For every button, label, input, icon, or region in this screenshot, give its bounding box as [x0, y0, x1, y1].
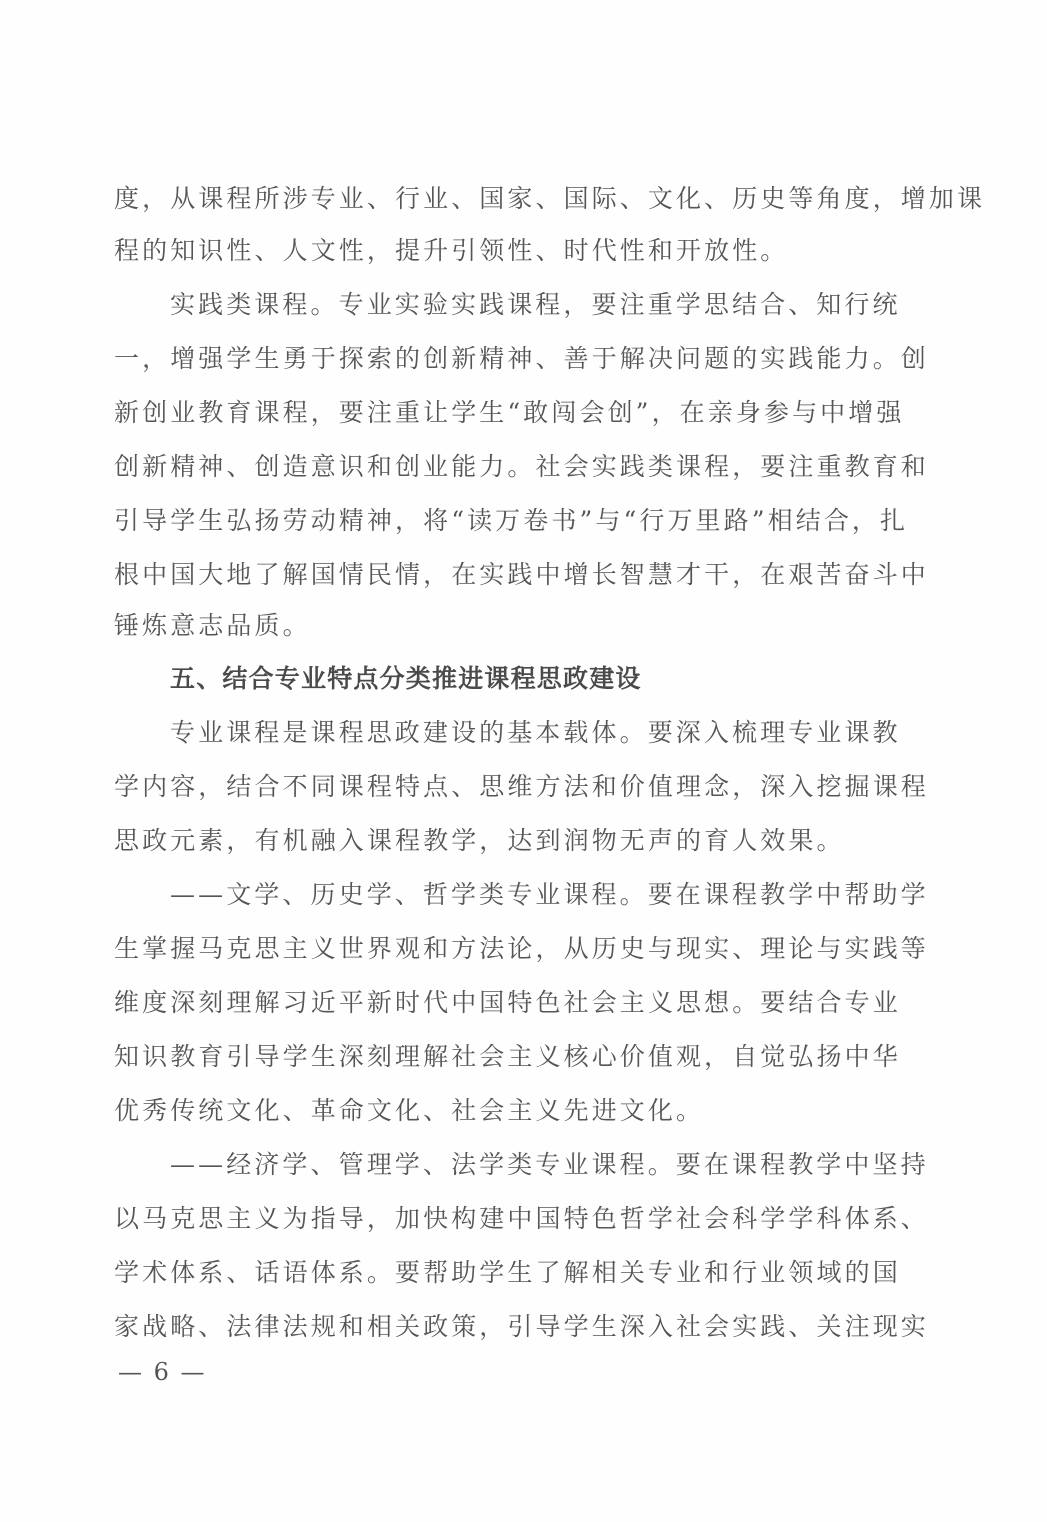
paragraph-line: 知识教育引导学生深刻理解社会主义核心价值观，自觉弘扬中华: [114, 1042, 901, 1071]
paragraph-line: 锤炼意志品质。: [114, 611, 311, 640]
paragraph-line: 生掌握马克思主义世界观和方法论，从历史与现实、理论与实践等: [114, 934, 929, 963]
paragraph-line: 实践类课程。专业实验实践课程，要注重学思结合、知行统: [170, 290, 901, 319]
section-heading: 五、结合专业特点分类推进课程思政建设: [170, 664, 642, 693]
paragraph-line: 根中国大地了解国情民情，在实践中增长智慧才干，在艰苦奋斗中: [114, 560, 929, 589]
paragraph-line: 学术体系、话语体系。要帮助学生了解相关专业和行业领域的国: [114, 1258, 901, 1287]
paragraph-line: 家战略、法律法规和相关政策，引导学生深入社会实践、关注现实: [114, 1312, 929, 1341]
paragraph-line: 专业课程是课程思政建设的基本载体。要深入梳理专业课教: [170, 718, 901, 747]
paragraph-line: 思政元素，有机融入课程教学，达到润物无声的育人效果。: [114, 826, 845, 855]
paragraph-line: 新创业教育课程，要注重让学生“敢闯会创”，在亲身参与中增强: [114, 398, 905, 427]
paragraph-line: 度，从课程所涉专业、行业、国家、国际、文化、历史等角度，增加课: [114, 184, 986, 213]
paragraph-line: 创新精神、创造意识和创业能力。社会实践类课程，要注重教育和: [114, 452, 929, 481]
paragraph-line: ——文学、历史学、哲学类专业课程。要在课程教学中帮助学: [170, 880, 929, 909]
paragraph-line: 维度深刻理解习近平新时代中国特色社会主义思想。要结合专业: [114, 988, 901, 1017]
paragraph-line: 优秀传统文化、革命文化、社会主义先进文化。: [114, 1096, 705, 1125]
paragraph-line: 引导学生弘扬劳动精神，将“读万卷书”与“行万里路”相结合，扎: [114, 506, 909, 535]
paragraph-line: 以马克思主义为指导，加快构建中国特色哲学社会科学学科体系、: [114, 1204, 929, 1233]
page-number: — 6 —: [118, 1358, 207, 1386]
paragraph-line: 一，增强学生勇于探索的创新精神、善于解决问题的实践能力。创: [114, 344, 929, 373]
paragraph-line: 程的知识性、人文性，提升引领性、时代性和开放性。: [114, 236, 789, 265]
paragraph-line: 学内容，结合不同课程特点、思维方法和价值理念，深入挖掘课程: [114, 772, 929, 801]
paragraph-line: ——经济学、管理学、法学类专业课程。要在课程教学中坚持: [170, 1150, 929, 1179]
